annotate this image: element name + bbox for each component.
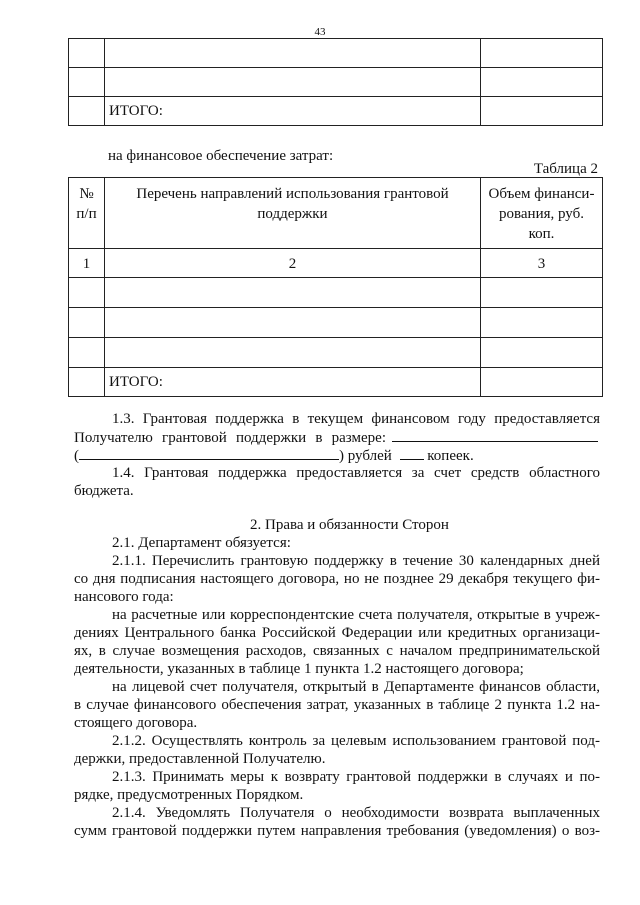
header-number: № п/п <box>69 178 105 249</box>
p2-1-3-line2: рядке, предусмотренных Порядком. <box>74 787 304 803</box>
p2-1-1-line2: со дня подписания настоящего договора, но не позднее 29 декабря текущего фи- <box>74 571 600 587</box>
p2-1-1-line3: нансового года: <box>74 589 174 605</box>
p1-3-line3 <box>74 446 600 465</box>
table-cell <box>481 39 603 68</box>
table-row <box>69 368 603 397</box>
paren-open: ( <box>74 448 79 464</box>
table-cell <box>105 278 481 308</box>
table-cell <box>105 338 481 368</box>
table-2 <box>68 177 603 397</box>
personal-account-line3: стоящего договора. <box>74 715 198 731</box>
table-cell <box>481 278 603 308</box>
p2-1-3-line1: 2.1.3. Принимать меры к возврату грантовой поддержки в случаях и по- <box>112 769 600 785</box>
column-number: 2 <box>105 249 481 278</box>
table-cell <box>105 39 481 68</box>
p2-1-2-line1: 2.1.2. Осуществлять контроль за целевым использованием грантовой под- <box>112 733 600 749</box>
table-cell <box>69 97 105 126</box>
table-cell <box>481 68 603 97</box>
header-directions: Перечень направлений использования грантовой поддержки <box>105 178 481 249</box>
table-cell <box>69 338 105 368</box>
table-cell <box>105 308 481 338</box>
page-number: 43 <box>314 26 326 38</box>
kopecks-blank <box>400 446 424 460</box>
p2-1-4-line1: 2.1.4. Уведомлять Получателя о необходимости возврата выплаченных <box>112 805 600 821</box>
p1-3-line1: 1.3. Грантовая поддержка в текущем финансовом году предоставляется <box>112 411 600 427</box>
p2-1-1-line1: 2.1.1. Перечислить грантовую поддержку в течение 30 календарных дней <box>112 553 600 569</box>
p1-4-line1: 1.4. Грантовая поддержка предоставляется за счет средств областного <box>112 465 600 481</box>
p2-1: 2.1. Департамент обязуется: <box>112 535 291 551</box>
amount-blank <box>392 428 598 442</box>
p1-3-line2-text: Получателю грантовой поддержки в размере: <box>74 430 386 446</box>
p2-1-2-line2: держки, предоставленной Получателю. <box>74 751 326 767</box>
table-row <box>69 308 603 338</box>
table-cell <box>481 368 603 397</box>
kopecks-label: копеек. <box>427 448 474 464</box>
p1-3-line2 <box>74 428 600 447</box>
personal-account-line1: на лицевой счет получателя, открытый в Департаменте финансов области, <box>112 679 600 695</box>
p2-1-4-line2: сумм грантовой поддержки путем направления требования (уведомления) о воз- <box>74 823 600 839</box>
rubles-label: ) рублей <box>339 448 392 464</box>
accounts-line1: на расчетные или корреспондентские счета получателя, открытые в учреж- <box>112 607 600 623</box>
table-row <box>69 97 603 126</box>
table-row <box>69 338 603 368</box>
accounts-line3: ях, в случае возмещения расходов, связанных с началом предпринимательской <box>74 643 600 659</box>
column-numbers-row <box>69 249 603 278</box>
column-number: 1 <box>69 249 105 278</box>
table-cell <box>481 308 603 338</box>
table-cell <box>69 308 105 338</box>
header-amount: Объем финанси-рования, руб. коп. <box>481 178 603 249</box>
accounts-line4: деятельности, указанных в таблице 1 пункта 1.2 настоящего договора; <box>74 661 524 677</box>
table-1-continuation <box>68 38 603 126</box>
table-cell <box>481 338 603 368</box>
accounts-line2: дениях Центрального банка Российской Федерации или кредитных организаци- <box>74 625 600 641</box>
table2-caption: Таблица 2 <box>533 161 598 177</box>
total-label: ИТОГО: <box>105 368 481 397</box>
amount-words-blank <box>79 446 339 460</box>
total-label: ИТОГО: <box>105 97 481 126</box>
table-row <box>69 278 603 308</box>
table-cell <box>69 368 105 397</box>
table-cell <box>481 97 603 126</box>
table-cell <box>69 68 105 97</box>
personal-account-line2: в случае финансового обеспечения затрат, указанных в таблице 2 пункта 1.2 на- <box>74 697 600 713</box>
table-row <box>69 39 603 68</box>
table-row <box>69 68 603 97</box>
table-cell <box>69 39 105 68</box>
column-number: 3 <box>481 249 603 278</box>
table-cell <box>69 278 105 308</box>
fin-heading: на финансовое обеспечение затрат: <box>108 148 334 164</box>
section2-title: 2. Права и обязанности Сторон <box>250 517 449 533</box>
table-header-row <box>69 178 603 249</box>
table-cell <box>105 68 481 97</box>
p1-4-line2: бюджета. <box>74 483 134 499</box>
